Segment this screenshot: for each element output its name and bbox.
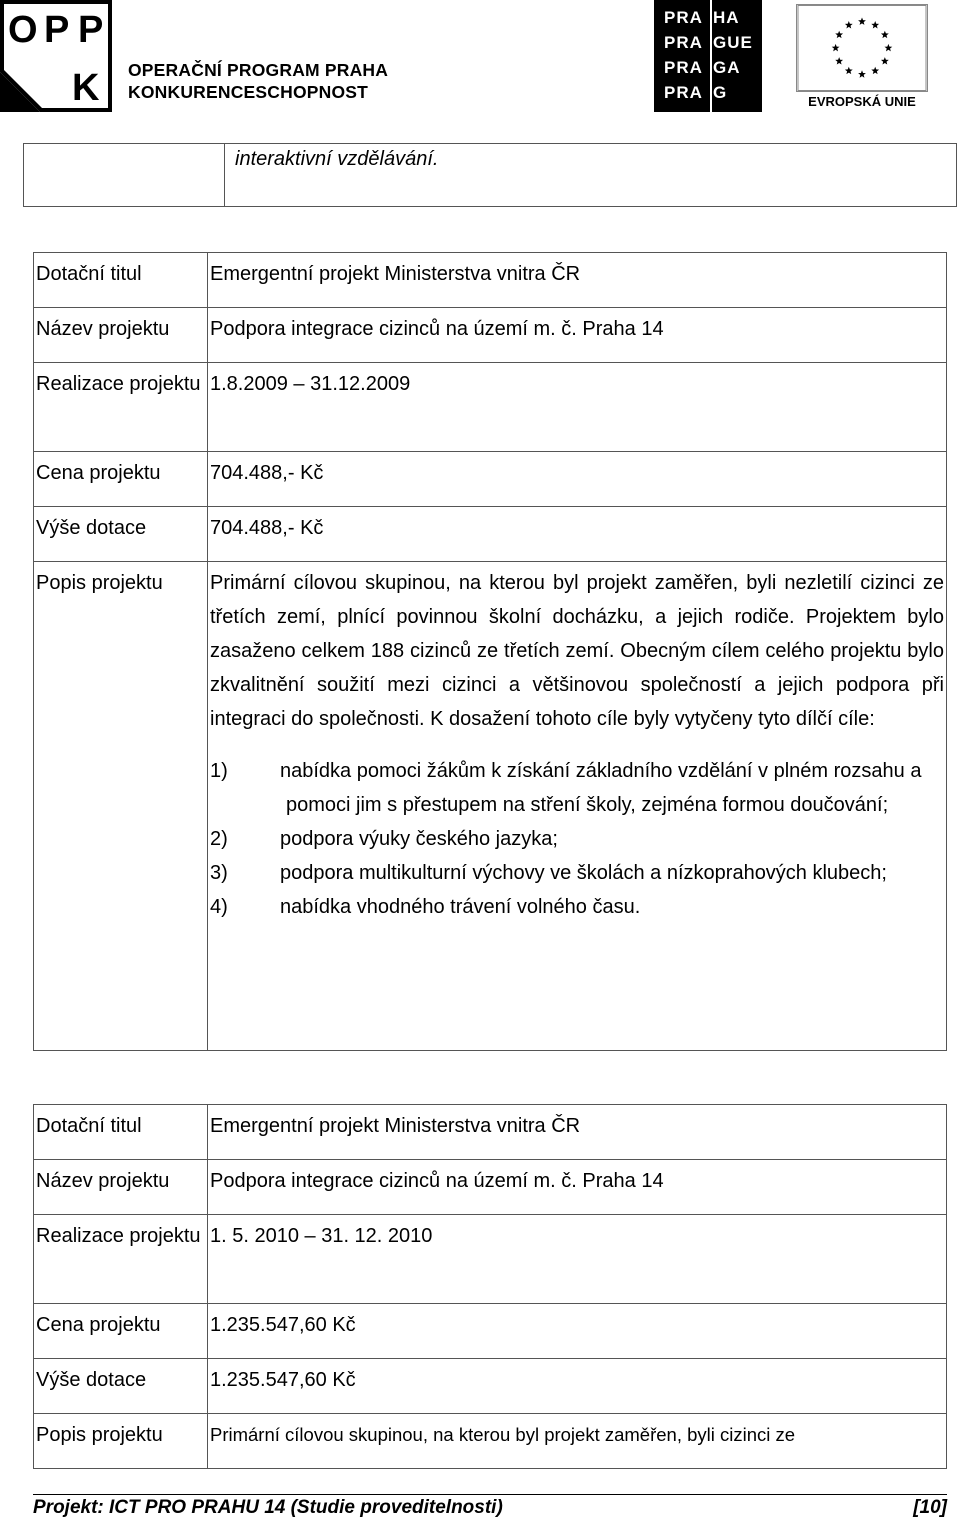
- table-row: [34, 1304, 947, 1359]
- table-row: [34, 452, 947, 507]
- table-row: [34, 507, 947, 562]
- opp-title-line1: OPERAČNÍ PROGRAM PRAHA: [128, 60, 389, 80]
- row-value: 1.235.547,60 Kč: [208, 1359, 947, 1414]
- row-label: Realizace projektu: [34, 1215, 208, 1304]
- praha-row-3: PRA GA: [664, 58, 741, 77]
- praha-logo: [654, 0, 762, 112]
- row-value: Emergentní projekt Ministerstva vnitra ČR: [208, 1105, 947, 1160]
- table-row: [34, 308, 947, 363]
- praha-row-4: PRA G: [664, 83, 728, 102]
- row-value: Podpora integrace cizinců na území m. č. Praha 14: [208, 1160, 947, 1215]
- row-label: Název projektu: [34, 1160, 208, 1215]
- row-value: 1.8.2009 – 31.12.2009: [208, 363, 947, 452]
- opp-logo-mark: [0, 0, 112, 112]
- table-row: [34, 1160, 947, 1215]
- table-row: [34, 1105, 947, 1160]
- project-table-1: [33, 252, 947, 1051]
- row-label: Dotační titul: [34, 253, 208, 308]
- row-value: Emergentní projekt Ministerstva vnitra ČR: [208, 253, 947, 308]
- row-value: 1. 5. 2010 – 31. 12. 2010: [208, 1215, 947, 1304]
- row-label: Cena projektu: [34, 452, 208, 507]
- eu-flag-icon: [796, 4, 928, 92]
- row-value: Podpora integrace cizinců na území m. č. Praha 14: [208, 308, 947, 363]
- table-row: [34, 1215, 947, 1304]
- table-row: [34, 253, 947, 308]
- row-label: Realizace projektu: [34, 363, 208, 452]
- table-row: [34, 562, 947, 1051]
- table-row: [34, 363, 947, 452]
- list-item: 1) nabídka pomoci žákům k získání základního vzdělání v plném rozsahu a: [210, 760, 922, 782]
- row-value: 704.488,- Kč: [208, 452, 947, 507]
- page-footer: [33, 1494, 947, 1518]
- project-description: [208, 562, 947, 1051]
- eu-label: EVROPSKÁ UNIE: [808, 94, 916, 109]
- row-label: Cena projektu: [34, 1304, 208, 1359]
- list-item: 2) podpora výuky českého jazyka;: [210, 828, 558, 850]
- row-label: Popis projektu: [34, 1414, 208, 1469]
- row-value: 704.488,- Kč: [208, 507, 947, 562]
- table-row: [34, 1414, 947, 1469]
- eu-logo: [796, 4, 928, 110]
- opp-logo: [0, 0, 400, 112]
- row-label: Popis projektu: [34, 562, 208, 1051]
- footer-project-title: Projekt: ICT PRO PRAHU 14 (Studie proveditelnosti): [33, 1497, 503, 1518]
- continuation-text: interaktivní vzdělávání.: [225, 144, 957, 207]
- row-label: Název projektu: [34, 308, 208, 363]
- praha-row-1: PRA HA: [664, 8, 740, 27]
- row-label: Výše dotace: [34, 1359, 208, 1414]
- list-item: 3) podpora multikulturní výchovy ve školách a nízkoprahových klubech;: [210, 862, 887, 884]
- list-item: 4) nabídka vhodného trávení volného času.: [210, 896, 641, 918]
- project-table-2: [33, 1104, 947, 1469]
- description-paragraph: Primární cílovou skupinou, na kterou byl projekt zaměřen, byli nezletilí cizinci ze třetích zemí, plnící povinnou školní docházku, a jejich rodiče. Projektem bylo zasaženo celkem 188 cizinců ze třetích zemí. Obecným cílem celého projektu bylo zkvalitnění soužití mezi cizinci a většinovou společností a jejich podpora při integraci do společnosti. K dosažení tohoto cíle byly vytyčeny tyto dílčí cíle:: [210, 572, 944, 730]
- opp-letter-p2: P: [78, 9, 104, 51]
- table-row: [34, 1359, 947, 1414]
- opp-letter-o: O: [8, 9, 38, 51]
- continuation-empty-cell: [24, 144, 225, 207]
- praha-row-2: PRA GUE: [664, 33, 753, 52]
- opp-title-line2: KONKURENCESCHOPNOST: [128, 82, 369, 102]
- continuation-table: [23, 143, 957, 207]
- opp-letter-k: K: [72, 67, 100, 109]
- row-value: 1.235.547,60 Kč: [208, 1304, 947, 1359]
- opp-letter-p1: P: [44, 9, 70, 51]
- project-description: Primární cílovou skupinou, na kterou byl projekt zaměřen, byli cizinci ze: [208, 1414, 947, 1469]
- row-label: Výše dotace: [34, 507, 208, 562]
- list-item-continuation: pomoci jim s přestupem na stření školy, zejména formou doučování;: [286, 794, 889, 816]
- page-number: [10]: [913, 1497, 947, 1518]
- row-label: Dotační titul: [34, 1105, 208, 1160]
